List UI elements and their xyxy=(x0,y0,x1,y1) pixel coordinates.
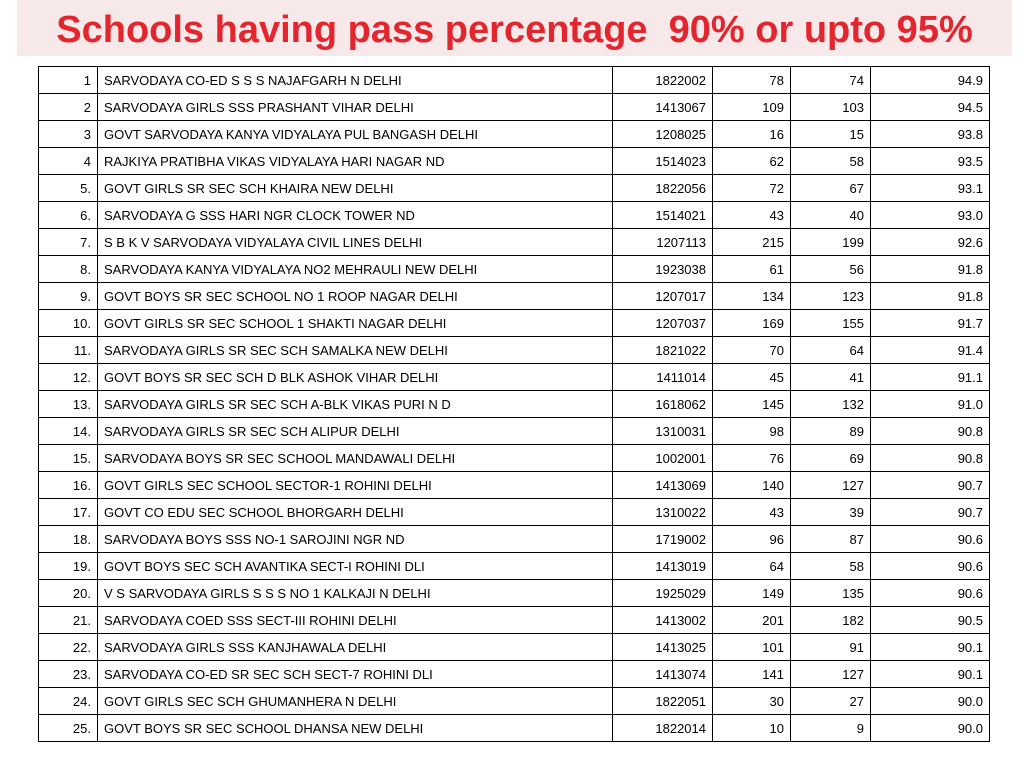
serial-number-cell: 16. xyxy=(39,472,98,499)
school-name-cell: GOVT BOYS SR SEC SCH D BLK ASHOK VIHAR DELHI xyxy=(98,364,613,391)
passed-count-cell: 58 xyxy=(791,148,871,175)
school-name-cell: GOVT CO EDU SEC SCHOOL BHORGARH DELHI xyxy=(98,499,613,526)
table-row xyxy=(39,175,990,202)
table-row xyxy=(39,391,990,418)
pass-percentage-cell: 91.0 xyxy=(871,391,990,418)
serial-number-cell: 17. xyxy=(39,499,98,526)
appeared-count-cell: 109 xyxy=(713,94,791,121)
passed-count-cell: 58 xyxy=(791,553,871,580)
school-code-cell: 1207113 xyxy=(613,229,713,256)
page-title: Schools having pass percentage 90% or upto 95% xyxy=(56,9,973,51)
school-code-cell: 1822051 xyxy=(613,688,713,715)
school-name-cell: RAJKIYA PRATIBHA VIKAS VIDYALAYA HARI NAGAR ND xyxy=(98,148,613,175)
table-row xyxy=(39,148,990,175)
pass-percentage-cell: 93.5 xyxy=(871,148,990,175)
table-row xyxy=(39,337,990,364)
appeared-count-cell: 16 xyxy=(713,121,791,148)
passed-count-cell: 41 xyxy=(791,364,871,391)
serial-number-cell: 2 xyxy=(39,94,98,121)
passed-count-cell: 103 xyxy=(791,94,871,121)
appeared-count-cell: 134 xyxy=(713,283,791,310)
school-code-cell: 1822056 xyxy=(613,175,713,202)
table-row xyxy=(39,229,990,256)
school-name-cell: GOVT GIRLS SEC SCHOOL SECTOR-1 ROHINI DELHI xyxy=(98,472,613,499)
pass-percentage-cell: 90.6 xyxy=(871,580,990,607)
table-row xyxy=(39,67,990,94)
school-code-cell: 1822002 xyxy=(613,67,713,94)
passed-count-cell: 56 xyxy=(791,256,871,283)
serial-number-cell: 24. xyxy=(39,688,98,715)
school-code-cell: 1821022 xyxy=(613,337,713,364)
pass-percentage-cell: 94.5 xyxy=(871,94,990,121)
school-code-cell: 1207037 xyxy=(613,310,713,337)
pass-percentage-cell: 91.4 xyxy=(871,337,990,364)
appeared-count-cell: 30 xyxy=(713,688,791,715)
serial-number-cell: 11. xyxy=(39,337,98,364)
table-row xyxy=(39,580,990,607)
passed-count-cell: 69 xyxy=(791,445,871,472)
passed-count-cell: 67 xyxy=(791,175,871,202)
appeared-count-cell: 76 xyxy=(713,445,791,472)
table-row xyxy=(39,688,990,715)
school-name-cell: SARVODAYA GIRLS SSS KANJHAWALA DELHI xyxy=(98,634,613,661)
table-row xyxy=(39,472,990,499)
school-name-cell: SARVODAYA CO-ED SR SEC SCH SECT-7 ROHINI DLI xyxy=(98,661,613,688)
school-code-cell: 1207017 xyxy=(613,283,713,310)
pass-percentage-cell: 91.1 xyxy=(871,364,990,391)
serial-number-cell: 25. xyxy=(39,715,98,742)
serial-number-cell: 22. xyxy=(39,634,98,661)
appeared-count-cell: 72 xyxy=(713,175,791,202)
passed-count-cell: 132 xyxy=(791,391,871,418)
appeared-count-cell: 64 xyxy=(713,553,791,580)
school-name-cell: SARVODAYA COED SSS SECT-III ROHINI DELHI xyxy=(98,607,613,634)
serial-number-cell: 14. xyxy=(39,418,98,445)
pass-percentage-cell: 91.8 xyxy=(871,283,990,310)
school-name-cell: SARVODAYA CO-ED S S S NAJAFGARH N DELHI xyxy=(98,67,613,94)
school-code-cell: 1413025 xyxy=(613,634,713,661)
school-name-cell: GOVT GIRLS SEC SCH GHUMANHERA N DELHI xyxy=(98,688,613,715)
passed-count-cell: 127 xyxy=(791,661,871,688)
passed-count-cell: 123 xyxy=(791,283,871,310)
serial-number-cell: 18. xyxy=(39,526,98,553)
school-name-cell: SARVODAYA BOYS SSS NO-1 SAROJINI NGR ND xyxy=(98,526,613,553)
school-name-cell: SARVODAYA GIRLS SR SEC SCH ALIPUR DELHI xyxy=(98,418,613,445)
serial-number-cell: 1 xyxy=(39,67,98,94)
passed-count-cell: 155 xyxy=(791,310,871,337)
serial-number-cell: 20. xyxy=(39,580,98,607)
pass-percentage-cell: 93.8 xyxy=(871,121,990,148)
pass-percentage-cell: 90.6 xyxy=(871,553,990,580)
school-name-cell: GOVT BOYS SR SEC SCHOOL DHANSA NEW DELHI xyxy=(98,715,613,742)
serial-number-cell: 7. xyxy=(39,229,98,256)
table-row xyxy=(39,283,990,310)
pass-percentage-cell: 93.1 xyxy=(871,175,990,202)
passed-count-cell: 199 xyxy=(791,229,871,256)
pass-percentage-cell: 90.6 xyxy=(871,526,990,553)
appeared-count-cell: 96 xyxy=(713,526,791,553)
passed-count-cell: 64 xyxy=(791,337,871,364)
school-code-cell: 1923038 xyxy=(613,256,713,283)
school-code-cell: 1514021 xyxy=(613,202,713,229)
school-code-cell: 1514023 xyxy=(613,148,713,175)
school-name-cell: SARVODAYA GIRLS SSS PRASHANT VIHAR DELHI xyxy=(98,94,613,121)
school-name-cell: GOVT GIRLS SR SEC SCH KHAIRA NEW DELHI xyxy=(98,175,613,202)
appeared-count-cell: 169 xyxy=(713,310,791,337)
pass-percentage-cell: 90.1 xyxy=(871,661,990,688)
school-name-cell: GOVT GIRLS SR SEC SCHOOL 1 SHAKTI NAGAR DELHI xyxy=(98,310,613,337)
serial-number-cell: 9. xyxy=(39,283,98,310)
appeared-count-cell: 43 xyxy=(713,202,791,229)
serial-number-cell: 4 xyxy=(39,148,98,175)
pass-percentage-cell: 90.8 xyxy=(871,445,990,472)
school-code-cell: 1413074 xyxy=(613,661,713,688)
table-row xyxy=(39,715,990,742)
serial-number-cell: 23. xyxy=(39,661,98,688)
table-row xyxy=(39,94,990,121)
passed-count-cell: 9 xyxy=(791,715,871,742)
school-code-cell: 1719002 xyxy=(613,526,713,553)
school-name-cell: V S SARVODAYA GIRLS S S S NO 1 KALKAJI N DELHI xyxy=(98,580,613,607)
passed-count-cell: 89 xyxy=(791,418,871,445)
school-name-cell: GOVT BOYS SEC SCH AVANTIKA SECT-I ROHINI DLI xyxy=(98,553,613,580)
passed-count-cell: 39 xyxy=(791,499,871,526)
school-code-cell: 1413019 xyxy=(613,553,713,580)
pass-percentage-cell: 91.8 xyxy=(871,256,990,283)
table-row xyxy=(39,445,990,472)
passed-count-cell: 182 xyxy=(791,607,871,634)
passed-count-cell: 87 xyxy=(791,526,871,553)
school-code-cell: 1411014 xyxy=(613,364,713,391)
table-row xyxy=(39,121,990,148)
passed-count-cell: 91 xyxy=(791,634,871,661)
table-row xyxy=(39,418,990,445)
school-code-cell: 1310022 xyxy=(613,499,713,526)
serial-number-cell: 3 xyxy=(39,121,98,148)
serial-number-cell: 21. xyxy=(39,607,98,634)
school-code-cell: 1413067 xyxy=(613,94,713,121)
appeared-count-cell: 145 xyxy=(713,391,791,418)
serial-number-cell: 5. xyxy=(39,175,98,202)
schools-table-body xyxy=(39,67,990,742)
serial-number-cell: 15. xyxy=(39,445,98,472)
pass-percentage-cell: 91.7 xyxy=(871,310,990,337)
school-name-cell: SARVODAYA GIRLS SR SEC SCH SAMALKA NEW DELHI xyxy=(98,337,613,364)
school-code-cell: 1310031 xyxy=(613,418,713,445)
appeared-count-cell: 101 xyxy=(713,634,791,661)
school-name-cell: SARVODAYA GIRLS SR SEC SCH A-BLK VIKAS PURI N D xyxy=(98,391,613,418)
pass-percentage-cell: 90.5 xyxy=(871,607,990,634)
pass-percentage-cell: 90.8 xyxy=(871,418,990,445)
pass-percentage-cell: 90.7 xyxy=(871,472,990,499)
appeared-count-cell: 45 xyxy=(713,364,791,391)
school-code-cell: 1208025 xyxy=(613,121,713,148)
school-code-cell: 1822014 xyxy=(613,715,713,742)
pass-percentage-cell: 90.7 xyxy=(871,499,990,526)
serial-number-cell: 10. xyxy=(39,310,98,337)
serial-number-cell: 8. xyxy=(39,256,98,283)
school-code-cell: 1413069 xyxy=(613,472,713,499)
school-name-cell: S B K V SARVODAYA VIDYALAYA CIVIL LINES DELHI xyxy=(98,229,613,256)
table-row xyxy=(39,634,990,661)
passed-count-cell: 135 xyxy=(791,580,871,607)
table-row xyxy=(39,661,990,688)
passed-count-cell: 40 xyxy=(791,202,871,229)
table-row xyxy=(39,256,990,283)
school-name-cell: GOVT BOYS SR SEC SCHOOL NO 1 ROOP NAGAR DELHI xyxy=(98,283,613,310)
appeared-count-cell: 140 xyxy=(713,472,791,499)
appeared-count-cell: 201 xyxy=(713,607,791,634)
schools-table xyxy=(38,66,990,742)
serial-number-cell: 12. xyxy=(39,364,98,391)
pass-percentage-cell: 90.0 xyxy=(871,688,990,715)
appeared-count-cell: 62 xyxy=(713,148,791,175)
passed-count-cell: 74 xyxy=(791,67,871,94)
pass-percentage-cell: 92.6 xyxy=(871,229,990,256)
school-name-cell: GOVT SARVODAYA KANYA VIDYALAYA PUL BANGASH DELHI xyxy=(98,121,613,148)
appeared-count-cell: 10 xyxy=(713,715,791,742)
table-row xyxy=(39,553,990,580)
appeared-count-cell: 61 xyxy=(713,256,791,283)
passed-count-cell: 15 xyxy=(791,121,871,148)
appeared-count-cell: 98 xyxy=(713,418,791,445)
pass-percentage-cell: 94.9 xyxy=(871,67,990,94)
school-name-cell: SARVODAYA G SSS HARI NGR CLOCK TOWER ND xyxy=(98,202,613,229)
serial-number-cell: 19. xyxy=(39,553,98,580)
appeared-count-cell: 70 xyxy=(713,337,791,364)
table-row xyxy=(39,607,990,634)
appeared-count-cell: 78 xyxy=(713,67,791,94)
appeared-count-cell: 149 xyxy=(713,580,791,607)
serial-number-cell: 6. xyxy=(39,202,98,229)
passed-count-cell: 127 xyxy=(791,472,871,499)
school-name-cell: SARVODAYA BOYS SR SEC SCHOOL MANDAWALI DELHI xyxy=(98,445,613,472)
table-row xyxy=(39,310,990,337)
appeared-count-cell: 141 xyxy=(713,661,791,688)
school-code-cell: 1413002 xyxy=(613,607,713,634)
table-row xyxy=(39,202,990,229)
passed-count-cell: 27 xyxy=(791,688,871,715)
table-row xyxy=(39,526,990,553)
school-code-cell: 1925029 xyxy=(613,580,713,607)
pass-percentage-cell: 90.1 xyxy=(871,634,990,661)
school-code-cell: 1002001 xyxy=(613,445,713,472)
table-row xyxy=(39,499,990,526)
school-code-cell: 1618062 xyxy=(613,391,713,418)
appeared-count-cell: 215 xyxy=(713,229,791,256)
pass-percentage-cell: 90.0 xyxy=(871,715,990,742)
pass-percentage-cell: 93.0 xyxy=(871,202,990,229)
appeared-count-cell: 43 xyxy=(713,499,791,526)
serial-number-cell: 13. xyxy=(39,391,98,418)
school-name-cell: SARVODAYA KANYA VIDYALAYA NO2 MEHRAULI NEW DELHI xyxy=(98,256,613,283)
table-row xyxy=(39,364,990,391)
